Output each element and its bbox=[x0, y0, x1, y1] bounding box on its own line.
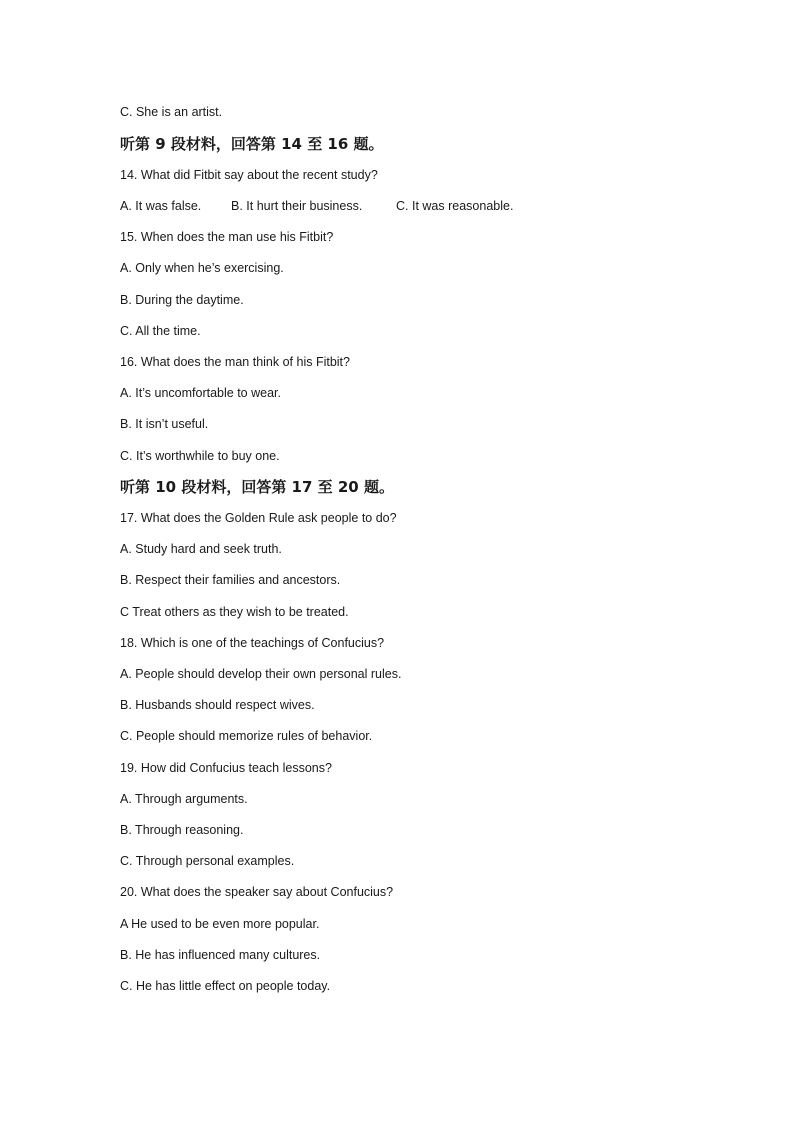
option-a-q18: A. People should develop their own personal rules. bbox=[120, 667, 402, 681]
question-16: 16. What does the man think of his Fitbit? bbox=[120, 355, 350, 369]
option-a-q15: A. Only when he’s exercising. bbox=[120, 261, 284, 275]
option-b-q14: B. It hurt their business. bbox=[231, 199, 363, 213]
option-c-q20: C. He has little effect on people today. bbox=[120, 979, 331, 993]
question-18: 18. Which is one of the teachings of Confucius? bbox=[120, 636, 385, 650]
option-b-q16: B. It isn’t useful. bbox=[120, 417, 209, 431]
option-c-q16: C. It’s worthwhile to buy one. bbox=[120, 449, 280, 463]
section-heading-10: 听第 10 段材料，回答第 17 至 20 题。 bbox=[120, 478, 394, 496]
option-b-q20: B. He has influenced many cultures. bbox=[120, 948, 321, 962]
question-20: 20. What does the speaker say about Confucius? bbox=[120, 885, 394, 899]
option-c-q17: C Treat others as they wish to be treated. bbox=[120, 605, 349, 619]
option-a-q19: A. Through arguments. bbox=[120, 792, 248, 806]
option-a-q16: A. It’s uncomfortable to wear. bbox=[120, 386, 281, 400]
section-heading-9: 听第 9 段材料，回答第 14 至 16 题。 bbox=[120, 135, 384, 153]
option-b-q15: B. During the daytime. bbox=[120, 293, 244, 307]
option-a-q14: A. It was false. bbox=[120, 199, 202, 213]
option-c-q15: C. All the time. bbox=[120, 324, 201, 338]
option-b-q19: B. Through reasoning. bbox=[120, 823, 244, 837]
question-19: 19. How did Confucius teach lessons? bbox=[120, 761, 332, 775]
option-b-q18: B. Husbands should respect wives. bbox=[120, 698, 315, 712]
question-17: 17. What does the Golden Rule ask people to do? bbox=[120, 511, 397, 525]
question-14: 14. What did Fitbit say about the recent study? bbox=[120, 168, 378, 182]
option-b-q17: B. Respect their families and ancestors. bbox=[120, 573, 341, 587]
option-a-q20: A He used to be even more popular. bbox=[120, 917, 320, 931]
option-c-q19: C. Through personal examples. bbox=[120, 854, 295, 868]
question-15: 15. When does the man use his Fitbit? bbox=[120, 230, 334, 244]
option-c-q14: C. It was reasonable. bbox=[396, 199, 514, 213]
option-a-q17: A. Study hard and seek truth. bbox=[120, 542, 282, 556]
option-c-q18: C. People should memorize rules of behavior. bbox=[120, 729, 373, 743]
option-c-q13: C. She is an artist. bbox=[120, 105, 223, 119]
